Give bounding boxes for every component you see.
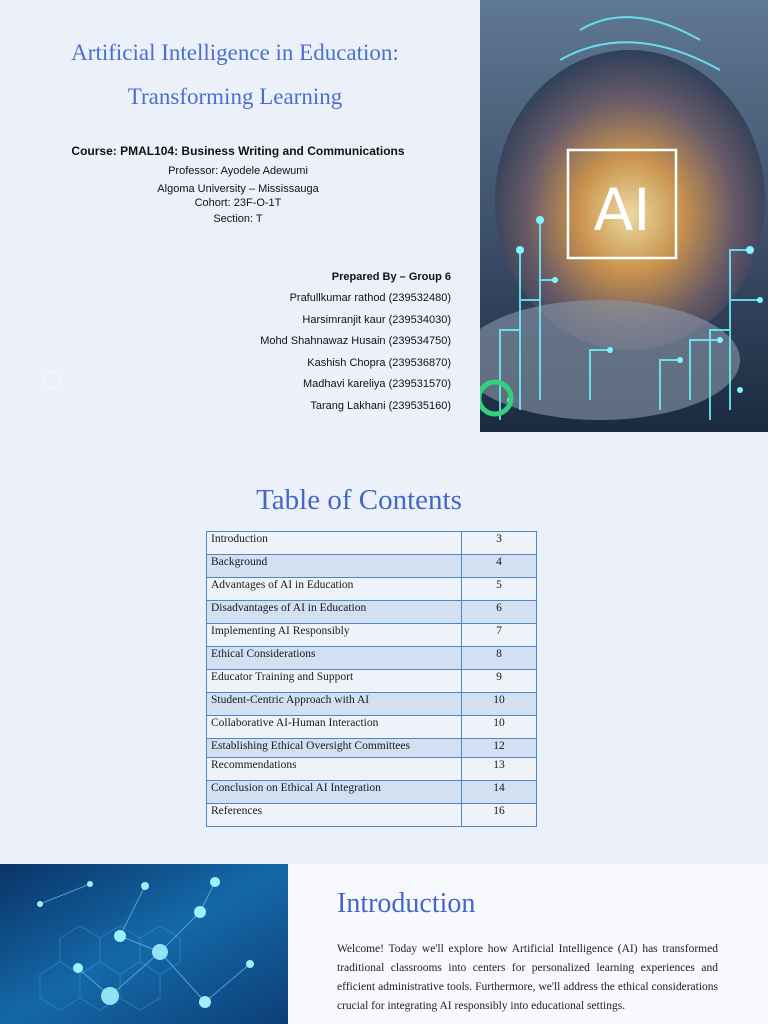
group-member: Mohd Shahnawaz Husain (239534750) [260,335,451,348]
toc-page: 4 [462,555,537,578]
group-member: Prafullkumar rathod (239532480) [289,292,451,304]
introduction-slide [0,864,768,1024]
toc-slide [0,432,768,864]
toc-section: Background [207,555,462,578]
toc-page: 10 [462,716,537,739]
toc-page: 12 [462,739,537,758]
group-member: Harsimranjit kaur (239534030) [302,313,451,326]
toc-section: Disadvantages of AI in Education [207,601,462,624]
toc-page: 3 [462,532,537,555]
toc-page: 14 [462,781,537,804]
ai-brain-image [480,0,768,432]
cover-title-line-1: Artificial Intelligence in Education: [71,40,399,65]
table-row [207,804,537,827]
toc-section: Conclusion on Ethical AI Integration [207,781,462,804]
group-member: Madhavi kareliya (239531570) [303,378,451,391]
table-row [207,758,537,781]
table-row [207,781,537,804]
table-row [207,693,537,716]
decorative-circle [43,371,61,389]
university-name: Algoma University – Mississauga [157,183,319,195]
toc-section: Advantages of AI in Education [207,578,462,601]
toc-page: 7 [462,624,537,647]
table-row [207,670,537,693]
table-row [207,739,537,758]
ai-label-icon: AI [593,176,651,244]
toc-page: 6 [462,601,537,624]
toc-section: Implementing AI Responsibly [207,624,462,647]
toc-section: Recommendations [207,758,462,781]
section: Section: T [213,213,263,225]
table-row [207,578,537,601]
prepared-by-block [260,271,451,418]
table-row [207,601,537,624]
toc-section: Collaborative AI-Human Interaction [207,716,462,739]
toc-section: References [207,804,462,827]
toc-page: 8 [462,647,537,670]
cover-title-line-2: Transforming Learning [127,84,343,109]
introduction-title: Introduction [337,888,476,919]
table-row [207,716,537,739]
cover-text-panel [0,0,480,432]
toc-page: 13 [462,758,537,781]
prepared-by-heading: Prepared By – Group 6 [331,271,451,283]
network-hexagon-image [0,864,288,1024]
cohort: Cohort: 23F-O-1T [194,197,282,209]
toc-section: Student-Centric Approach with AI [207,693,462,716]
toc-title: Table of Contents [256,484,462,516]
course-name: Course: PMAL104: Business Writing and Communications [71,144,405,158]
table-row [207,647,537,670]
course-info [0,143,476,227]
toc-section: Ethical Considerations [207,647,462,670]
cover-slide [0,0,768,432]
toc-page: 10 [462,693,537,716]
toc-table [206,531,537,827]
toc-page: 16 [462,804,537,827]
group-member: Tarang Lakhani (239535160) [310,399,451,412]
table-row [207,555,537,578]
toc-section: Establishing Ethical Oversight Committees [207,739,462,758]
toc-page: 5 [462,578,537,601]
introduction-paragraph: Welcome! Today we'll explore how Artificial Intelligence (AI) has transformed traditional classrooms into centers for personalized learning experiences and efficient administrative tools. Furthermore, we'll address the ethical considerations crucial for integrating AI responsibly into educational settings. [337,943,718,1012]
toc-section: Introduction [207,532,462,555]
professor-name: Professor: Ayodele Adewumi [168,165,308,177]
toc-page: 9 [462,670,537,693]
table-row [207,624,537,647]
table-row [207,532,537,555]
group-member: Kashish Chopra (239536870) [307,356,451,369]
toc-section: Educator Training and Support [207,670,462,693]
